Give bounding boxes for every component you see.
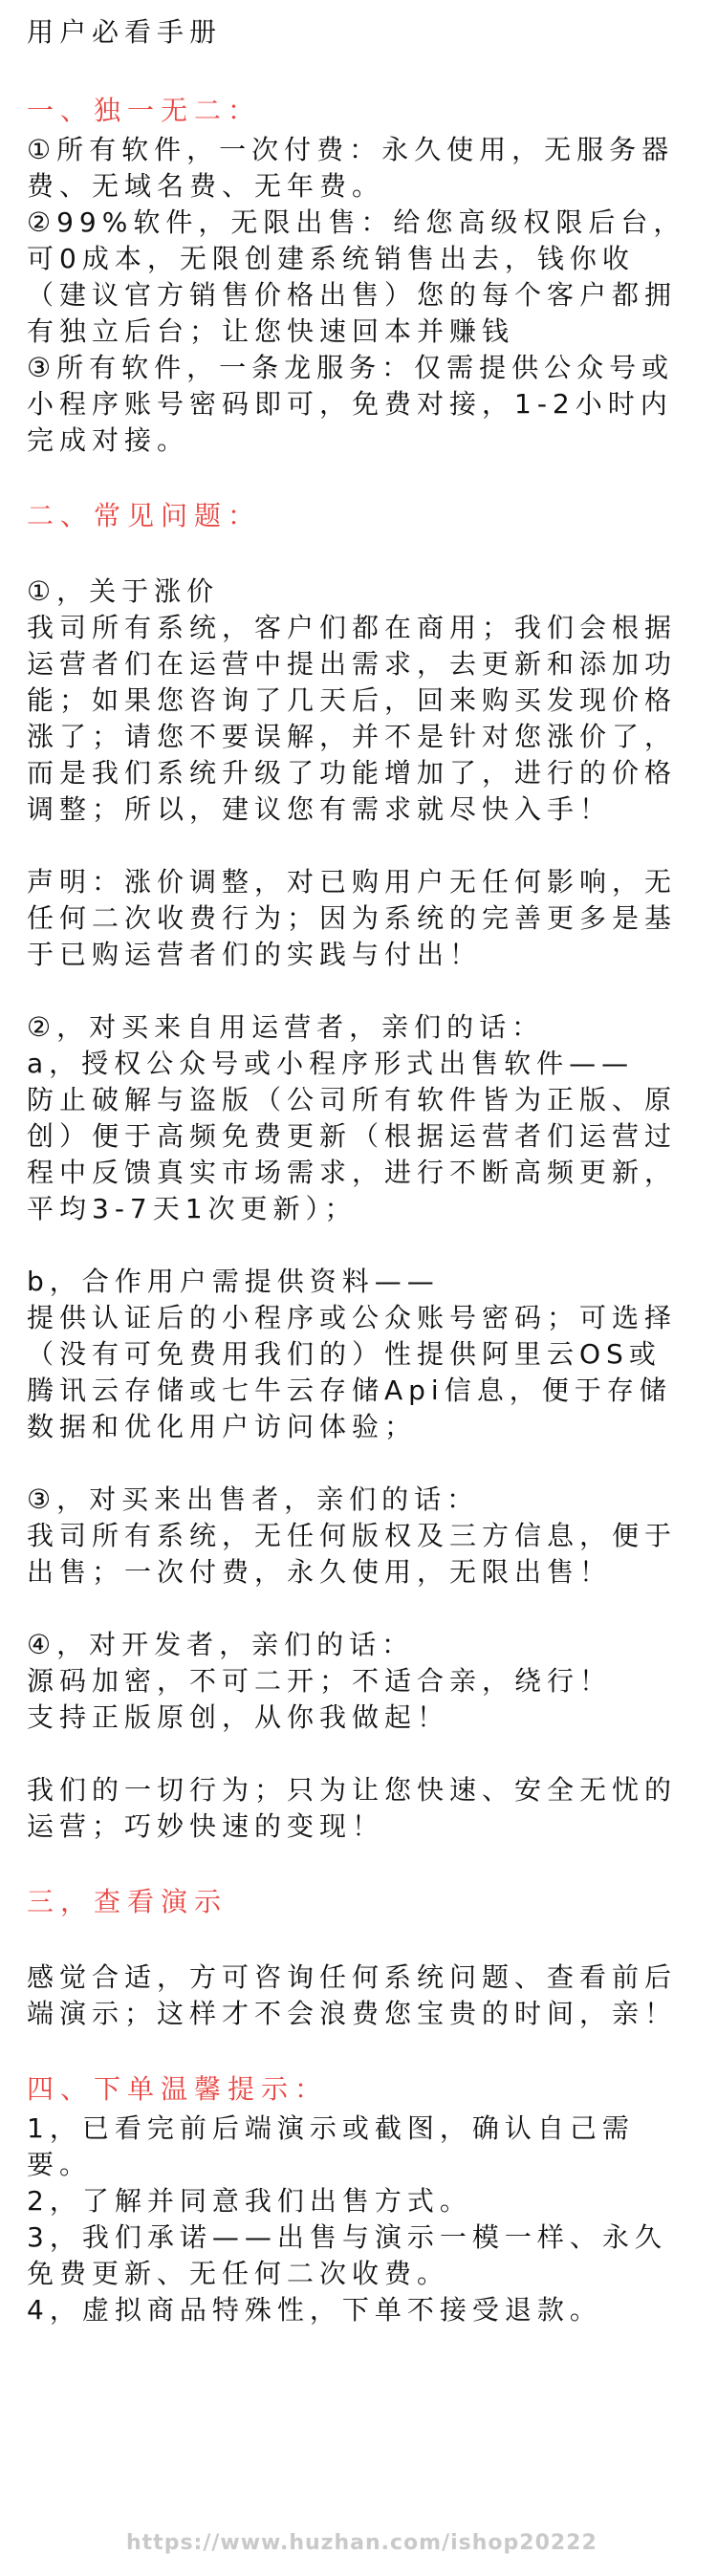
paragraph: 支持正版原创，从你我做起！ [27, 1701, 450, 1733]
watermark-url: https://www.huzhan.com/ishop20222 [126, 2531, 598, 2555]
paragraph: ①所有软件，一次付费：永久使用，无服务器费、无域名费、无年费。 [27, 134, 675, 202]
list-item: 3，我们承诺——出售与演示一模一样、永久免费更新、无任何二次收费。 [27, 2221, 667, 2289]
paragraph: 我司所有系统，无任何版权及三方信息，便于出售；一次付费，永久使用，无限出售！ [27, 1520, 678, 1588]
section-heading: 四、下单温馨提示： [27, 2073, 329, 2105]
list-item: 4，虚拟商品特殊性，下单不接受退款。 [27, 2294, 602, 2326]
statement: 声明：涨价调整，对已购用户无任何影响，无任何二次收费行为；因为系统的完善更多是基于已购运营者们的实践与付出！ [27, 866, 678, 970]
paragraph: a，授权公众号或小程序形式出售软件—— [27, 1048, 635, 1079]
paragraph: ②99%软件，无限出售：给您高级权限后台，可0成本，无限创建系统销售出去，钱你收（建议官方销售价格出售）您的每个客户都拥有独立后台；让您快速回本并赚钱 [27, 206, 686, 347]
section-demo [27, 1881, 686, 2032]
list-item: 2，了解并同意我们出售方式。 [27, 2185, 472, 2217]
paragraph: 源码加密，不可二开；不适合亲，绕行！ [27, 1665, 613, 1697]
faq-subheading: ②，对买来自用运营者，亲们的话： [27, 1011, 545, 1043]
paragraph: 感觉合适，方可咨询任何系统问题、查看前后端演示；这样才不会浪费您宝贵的时间，亲！ [27, 1961, 678, 2029]
paragraph: 我们的一切行为；只为让您快速、安全无忧的运营；巧妙快速的变现！ [27, 1774, 678, 1842]
paragraph: 我司所有系统，客户们都在商用；我们会根据运营者们在运营中提出需求，去更新和添加功能；如果您咨询了几天后，回来购买发现价格涨了；请您不要误解，并不是针对您涨价了，而是我们系统升级了功能增加了，进行的价格调整；所以，建议您有需求就尽快入手！ [27, 612, 678, 825]
paragraph: b，合作用户需提供资料—— [27, 1266, 440, 1297]
paragraph: 防止破解与盗版（公司所有软件皆为正版、原创）便于高频免费更新（根据运营者们运营过程中反馈真实市场需求，进行不断高频更新，平均3-7天1次更新）； [27, 1084, 678, 1224]
spacer [27, 1591, 686, 1627]
spacer [27, 973, 686, 1009]
spacer [27, 1736, 686, 1772]
section-order-tips [27, 2068, 686, 2328]
list-item: 1，已看完前后端演示或截图，确认自己需要。 [27, 2112, 635, 2180]
section-heading: 二、常见问题： [27, 500, 262, 531]
spacer [27, 1445, 686, 1482]
faq-subheading: ③，对买来出售者，亲们的话： [27, 1483, 480, 1515]
document-title: 用户必看手册 [27, 16, 223, 48]
section-faq [27, 495, 686, 1845]
section-heading: 三，查看演示 [27, 1886, 228, 1917]
faq-subheading: ①，关于涨价 [27, 575, 220, 607]
faq-subheading: ④，对开发者，亲们的话： [27, 1629, 415, 1660]
section-heading: 一、独一无二： [27, 95, 262, 126]
section-unique [27, 90, 686, 459]
spacer [27, 1923, 686, 1959]
paragraph: ③所有软件，一条龙服务：仅需提供公众号或小程序账号密码即可，免费对接，1-2小时内完成对接。 [27, 352, 675, 456]
spacer [27, 828, 686, 864]
document [27, 11, 686, 2328]
paragraph: 提供认证后的小程序或公众账号密码；可选择（没有可免费用我们的）性提供阿里云OS或腾讯云存储或七牛云存储Api信息，便于存储数据和优化用户访问体验； [27, 1302, 678, 1442]
spacer [27, 537, 686, 574]
spacer [27, 1227, 686, 1264]
